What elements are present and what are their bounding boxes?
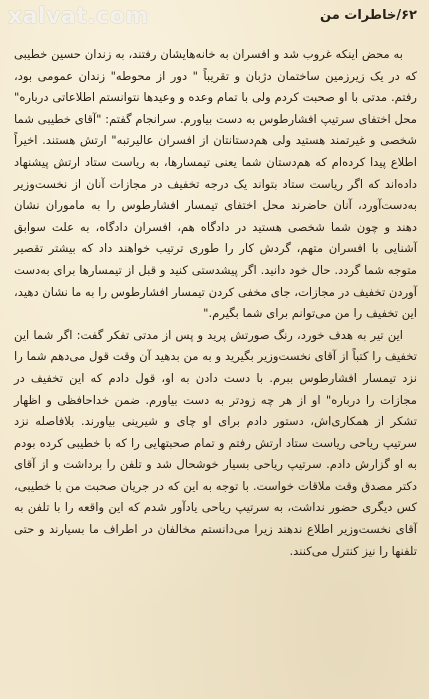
paragraph: به محض اینکه غروب شد و افسران به خانه‌هایشان رفتند، به زندان حسین خطیبی که در یک زیرزمین ساختمان دژبان و تقریباً " دور از محوطه" زندان عمومی بود، رفتم. مدتی با او صحبت کردم ولی با تمام وعده و وعیدها نتوانستم اطلاعاتی درباره" محل اختفای سرتیپ افشارطوس به دست بیاورم. سرانجام گفتم: "آقای خطیبی شما شخصی و غیرتمند هستید ولی هم‌دستانتان از افسران عالیرتبه" ارتش هستند. اخیراً اطلاع پیدا کرده‌ام که هم‌دستان شما یعنی تیمسارها، به ریاست ستاد ارتش پیشنهاد داده‌اند که اگر ریاست ستاد بتواند یک درجه تخفیف در مجازات آنان از نخست‌وزیر به‌دست‌آورد، آنان حاضرند محل اختفای تیمسار افشارطوس را به ماموران نشان دهند و چون شما شخصی هستید در دادگاه هم، افسران دادگاه، به علت سوابق آشنایی با افسران متهم، گردش کار را طوری ترتیب خواهند داد که بیشتر تقصیر متوجه شما گردد. حال خود دانید. اگر پیشدستی کنید و قبل از تیمسارها برای به‌دست آوردن تخفیف در مجازات، جای مخفی کردن تیمسار افشارطوس را به ما نشان دهید، این تخفیف را من می‌توانم برای شما بگیرم." (14, 47, 417, 321)
page-header: ۶۲/خاطرات من (320, 8, 417, 23)
page-body (14, 44, 417, 562)
site-watermark: xalvat.com (8, 4, 149, 29)
paragraph: این تیر به هدف خورد، رنگ صورتش پرید و پس از مدتی تفکر گفت: اگر شما این تخفیف را کتباً از آقای نخست‌وزیر بگیرید و به من بدهید آن وقت قول می‌دهم شما را نزد تیمسار افشارطوس ببرم. با دست دادن به او، قول دادم که این تخفیف در مجازات را درباره" او از هر چه زودتر به دست بیاورم. ضمن خداحافظی و اظهار تشکر از همکاری‌اش، دستور دادم برای او چای و شیرینی بیاورند. بلافاصله نزد سرتیپ ریاحی ریاست ستاد ارتش رفتم و تمام صحبتهایی را که با خطیبی کرده بودم به او گزارش دادم. سرتیپ ریاحی بسیار خوشحال شد و تلفن را برداشت و از آقای دکتر مصدق وقت ملاقات خواست. با توجه به این که در جریان صحبت من با خطیبی، کس دیگری حضور نداشت، به سرتیپ ریاحی یادآور شدم که این واقعه را با تلفن به آقای نخست‌وزیر اطلاع ندهند زیرا می‌دانستم مخالفان در اطراف ما بسیارند و حتی تلفنها را نیز کنترل می‌کنند. (14, 327, 417, 558)
